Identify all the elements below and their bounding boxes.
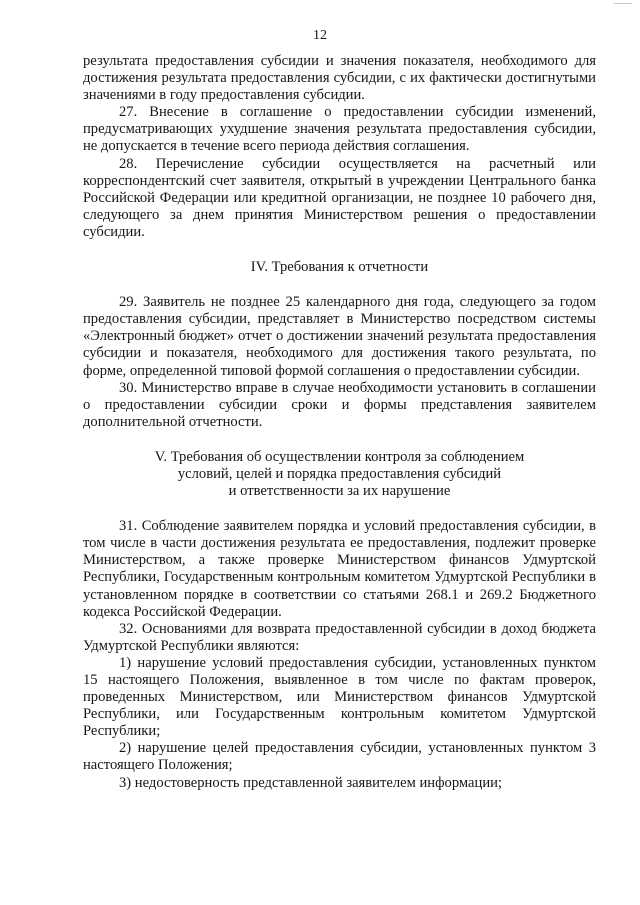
section-heading-5-line-3: и ответственности за их нарушение (228, 483, 451, 500)
section-heading-4: IV. Требования к отчетности (250, 259, 429, 276)
paragraph-32: 32. Основаниями для возврата предоставленной субсидии в доход бюджета Удмуртской Республики являются: (83, 620, 596, 654)
paragraph-27: 27. Внесение в соглашение о предоставлении субсидии изменений, предусматривающих ухудшение значения результата предоставления субсидии, не допускается в течение всего периода действия соглашения. (83, 104, 596, 155)
paragraph-32-item-3: 3) недостоверность представленной заявителем информации; (119, 774, 503, 791)
paragraph-32-item-2: 2) нарушение целей предоставления субсидии, установленных пунктом 3 настоящего Положения; (83, 740, 596, 774)
section-heading-5 (83, 449, 596, 500)
paragraph-28: 28. Перечисление субсидии осуществляется на расчетный или корреспондентский счет заявителя, открытый в учреждении Центрального банка Российской Федерации или кредитной организации, не позднее 10 рабочего дня, следующего за днем принятия Министерством решения о предоставлении субсидии. (83, 155, 596, 240)
paragraph-32-item-1: 1) нарушение условий предоставления субсидии, установленных пунктом 15 настоящего Положения, выявленное в том числе по фактам проверок, проведенных Министерством, или Министерством финансов Удмуртской Республики, или Государственным контрольным комитетом Удмуртской Республики; (83, 654, 596, 740)
paragraph-31: 31. Соблюдение заявителем порядка и условий предоставления субсидии, в том числе в части достижения результата ее предоставления, подлежит проверке Министерством, а также проверке Министерством финансов Удмуртской Республики, Государственным контрольным комитетом Удмуртской Республики в установленном порядке в соответствии со статьями 268.1 и 269.2 Бюджетного кодекса Российской Федерации. (83, 518, 596, 620)
corner-mark: ————— (613, 0, 632, 7)
section-heading-5-line-1: V. Требования об осуществлении контроля за соблюдением (154, 448, 525, 465)
paragraph-continuation: результата предоставления субсидии и значения показателя, необходимого для достижения результата предоставления субсидии, с их фактически достигнутыми значениями в году предоставления субсидии. (83, 53, 596, 104)
section-heading-5-line-2: условий, целей и порядка предоставления субсидий (177, 465, 502, 482)
page-number: 12 (313, 28, 327, 43)
paragraph-29: 29. Заявитель не позднее 25 календарного дня года, следующего за годом предоставления субсидии, представляет в Министерство посредством системы «Электронный бюджет» отчет о достижении значений результата предоставления субсидии и показателя, необходимого для достижения такого результата, по форме, определенной типовой формой соглашения о предоставлении субсидии. (83, 294, 596, 379)
paragraph-30: 30. Министерство вправе в случае необходимости установить в соглашении о предоставлении субсидии сроки и формы представления заявителем дополнительной отчетности. (83, 379, 596, 430)
document-body (83, 53, 596, 792)
